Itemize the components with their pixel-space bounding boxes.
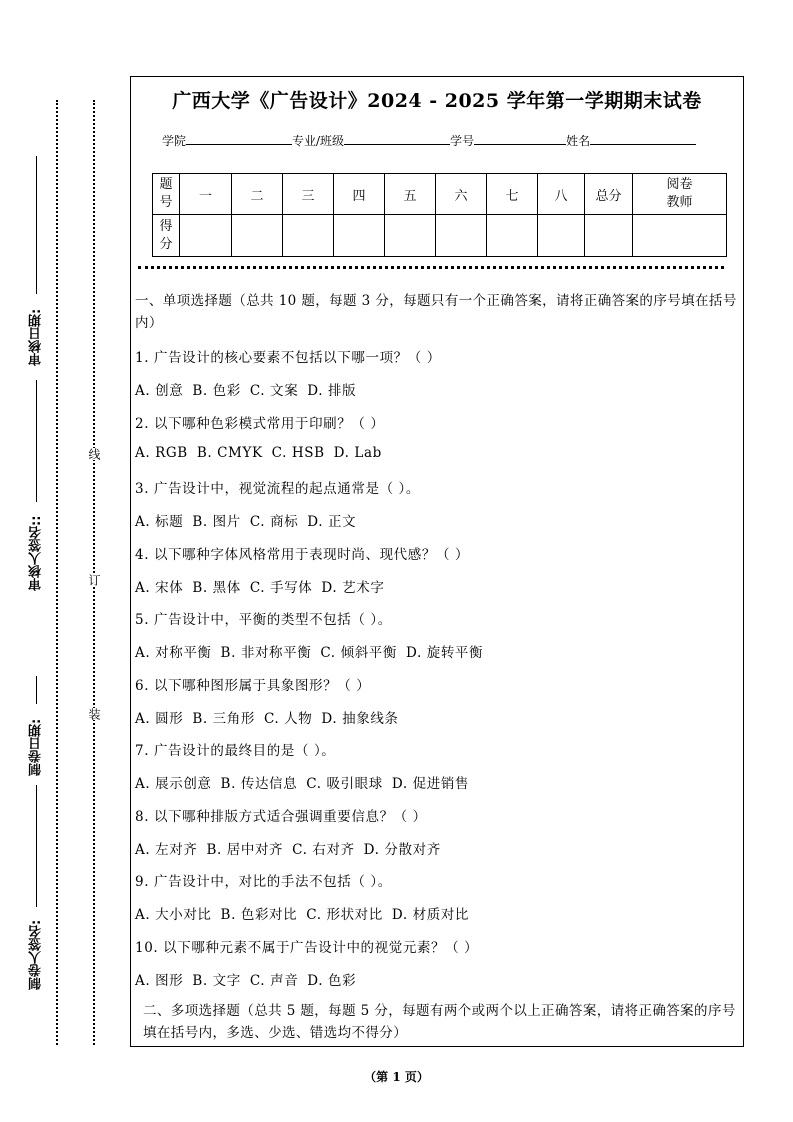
- question-text: 5. 广告设计中，平衡的类型不包括（ ）。: [135, 612, 392, 628]
- option-choice[interactable]: A. 展示创意: [135, 776, 212, 792]
- option-choice[interactable]: D. 色彩: [307, 972, 357, 989]
- score-cell[interactable]: [633, 215, 727, 257]
- answer-options: [135, 576, 384, 596]
- col-header-4: 四: [334, 174, 385, 215]
- page-title: 广西大学《广告设计》2024 - 2025 学年第一学期期末试卷: [172, 90, 702, 112]
- answer-options: [135, 707, 399, 727]
- name-blank[interactable]: [590, 130, 696, 145]
- option-choice[interactable]: A. 大小对比: [135, 907, 212, 923]
- option-choice[interactable]: A. 宋体: [135, 579, 184, 596]
- preparer-signature-line: [36, 785, 37, 907]
- option-choice[interactable]: A. 对称平衡: [135, 645, 212, 661]
- option-choice[interactable]: C. 右对齐: [292, 841, 355, 858]
- option-choice[interactable]: B. 图片: [192, 514, 241, 530]
- major-class-label: 专业/班级: [292, 134, 345, 148]
- review-date-line: [36, 156, 37, 294]
- col-header-8: 八: [538, 174, 585, 215]
- score-row-header: 得 分: [153, 215, 180, 257]
- college-blank[interactable]: [186, 130, 292, 145]
- option-choice[interactable]: D. 艺术字: [321, 579, 385, 596]
- question-text: 6. 以下哪种图形属于具象图形？（ ）: [135, 677, 371, 694]
- answer-options: [135, 969, 356, 989]
- option-choice[interactable]: C. HSB: [271, 444, 325, 461]
- score-cell[interactable]: [334, 215, 385, 257]
- score-cell[interactable]: [436, 215, 487, 257]
- review-date-label: 审核日期:: [29, 308, 44, 366]
- reviewer-signature-label: 审核人签名::: [29, 515, 44, 591]
- question-text: 4. 以下哪种字体风格常用于表现时尚、现代感？（ ）: [135, 546, 470, 563]
- college-label: 学院: [162, 134, 187, 148]
- question-number-header: 题 号: [153, 174, 180, 215]
- score-table-header-row: [153, 174, 727, 215]
- option-choice[interactable]: B. CMYK: [196, 444, 263, 461]
- option-choice[interactable]: D. 正文: [307, 514, 357, 530]
- col-header-7: 七: [487, 174, 538, 215]
- score-cell[interactable]: [232, 215, 283, 257]
- page-number: （第 1 页）: [364, 1070, 429, 1084]
- col-header-1: 一: [180, 174, 232, 215]
- option-choice[interactable]: D. 旋转平衡: [406, 645, 484, 661]
- option-choice[interactable]: A. RGB: [135, 444, 188, 461]
- option-choice[interactable]: C. 声音: [249, 972, 299, 989]
- col-header-3: 三: [283, 174, 334, 215]
- binding-fold-mark: 装: [87, 708, 101, 720]
- question-text: 9. 广告设计中，对比的手法不包括（ ）。: [135, 874, 392, 890]
- score-table-score-row: [153, 215, 727, 257]
- option-choice[interactable]: C. 手写体: [249, 579, 313, 596]
- option-choice[interactable]: A. 创意: [135, 383, 184, 399]
- binding-dotted-line: [93, 100, 95, 1045]
- reviewer-signature-line: [36, 380, 37, 502]
- name-label: 姓名: [566, 134, 591, 148]
- answer-options: [135, 838, 441, 858]
- answer-options: [135, 379, 356, 399]
- margin-dotted-line-outer: [56, 100, 58, 1045]
- option-choice[interactable]: C. 吸引眼球: [306, 776, 383, 792]
- question-text: 10. 以下哪种元素不属于广告设计中的视觉元素？（ ）: [135, 939, 479, 956]
- option-choice[interactable]: C. 人物: [263, 710, 313, 727]
- option-choice[interactable]: C. 文案: [249, 383, 299, 399]
- student-id-label: 学号: [450, 134, 475, 148]
- option-choice[interactable]: C. 倾斜平衡: [320, 645, 397, 661]
- binding-staple-mark: 订: [87, 574, 101, 586]
- option-choice[interactable]: C. 形状对比: [306, 907, 383, 923]
- major-class-blank[interactable]: [344, 130, 450, 145]
- prepare-date-line: [36, 676, 37, 704]
- score-cell[interactable]: [538, 215, 585, 257]
- answer-options: [135, 445, 382, 461]
- option-choice[interactable]: B. 文字: [192, 972, 241, 989]
- student-id-blank[interactable]: [474, 130, 566, 145]
- option-choice[interactable]: B. 居中对齐: [206, 841, 284, 858]
- col-header-2: 二: [232, 174, 283, 215]
- col-header-5: 五: [385, 174, 436, 215]
- score-table: [152, 173, 727, 257]
- score-cell[interactable]: [487, 215, 538, 257]
- col-header-grader: 阅卷 教师: [633, 174, 727, 215]
- question-text: 7. 广告设计的最终目的是（ ）。: [135, 743, 336, 759]
- option-choice[interactable]: D. 分散对齐: [363, 841, 441, 858]
- section2-heading: 二、多项选择题（总共 5 题，每题 5 分，每题有两个或两个以上正确答案，请将正确答案的序号填在括号内，多选、少选、错选均不得分）: [143, 1003, 736, 1041]
- option-choice[interactable]: D. 材质对比: [391, 907, 470, 923]
- option-choice[interactable]: A. 左对齐: [135, 841, 198, 858]
- binding-line-mark: 线: [87, 448, 101, 460]
- question-text: 2. 以下哪种色彩模式常用于印刷？（ ）: [135, 415, 385, 432]
- option-choice[interactable]: B. 非对称平衡: [220, 645, 312, 661]
- option-choice[interactable]: B. 色彩: [192, 383, 241, 399]
- section1-heading: 一、单项选择题（总共 10 题，每题 3 分，每题只有一个正确答案，请将正确答案的序号填在括号内）: [135, 293, 737, 331]
- dotted-separator: [138, 266, 724, 269]
- option-choice[interactable]: B. 三角形: [192, 710, 255, 727]
- answer-options: [135, 903, 469, 923]
- option-choice[interactable]: C. 商标: [249, 514, 299, 530]
- option-choice[interactable]: B. 色彩对比: [220, 907, 298, 923]
- answer-options: [135, 641, 483, 661]
- option-choice[interactable]: A. 图形: [135, 972, 184, 989]
- question-text: 3. 广告设计中，视觉流程的起点通常是（ ）。: [135, 481, 421, 497]
- option-choice[interactable]: D. Lab: [333, 444, 382, 461]
- option-choice[interactable]: A. 圆形: [135, 710, 184, 727]
- question-text: 8. 以下哪种排版方式适合强调重要信息？（ ）: [135, 808, 427, 825]
- prepare-date-label: 制卷日期:: [29, 718, 44, 776]
- student-info-row: [162, 130, 696, 150]
- option-choice[interactable]: D. 排版: [307, 383, 357, 399]
- col-header-6: 六: [436, 174, 487, 215]
- question-text: 1. 广告设计的核心要素不包括以下哪一项？（ ）: [135, 350, 441, 366]
- score-cell[interactable]: [283, 215, 334, 257]
- preparer-signature-label: 制卷人签名:: [29, 919, 44, 990]
- answer-options: [135, 772, 469, 792]
- answer-options: [135, 510, 356, 530]
- option-choice[interactable]: B. 黑体: [192, 579, 241, 596]
- option-choice[interactable]: A. 标题: [135, 514, 184, 530]
- option-choice[interactable]: D. 促进销售: [391, 776, 470, 792]
- score-cell[interactable]: [385, 215, 436, 257]
- option-choice[interactable]: D. 抽象线条: [321, 710, 399, 727]
- option-choice[interactable]: B. 传达信息: [220, 776, 298, 792]
- col-header-total: 总分: [585, 174, 633, 215]
- score-cell[interactable]: [585, 215, 633, 257]
- score-cell[interactable]: [180, 215, 232, 257]
